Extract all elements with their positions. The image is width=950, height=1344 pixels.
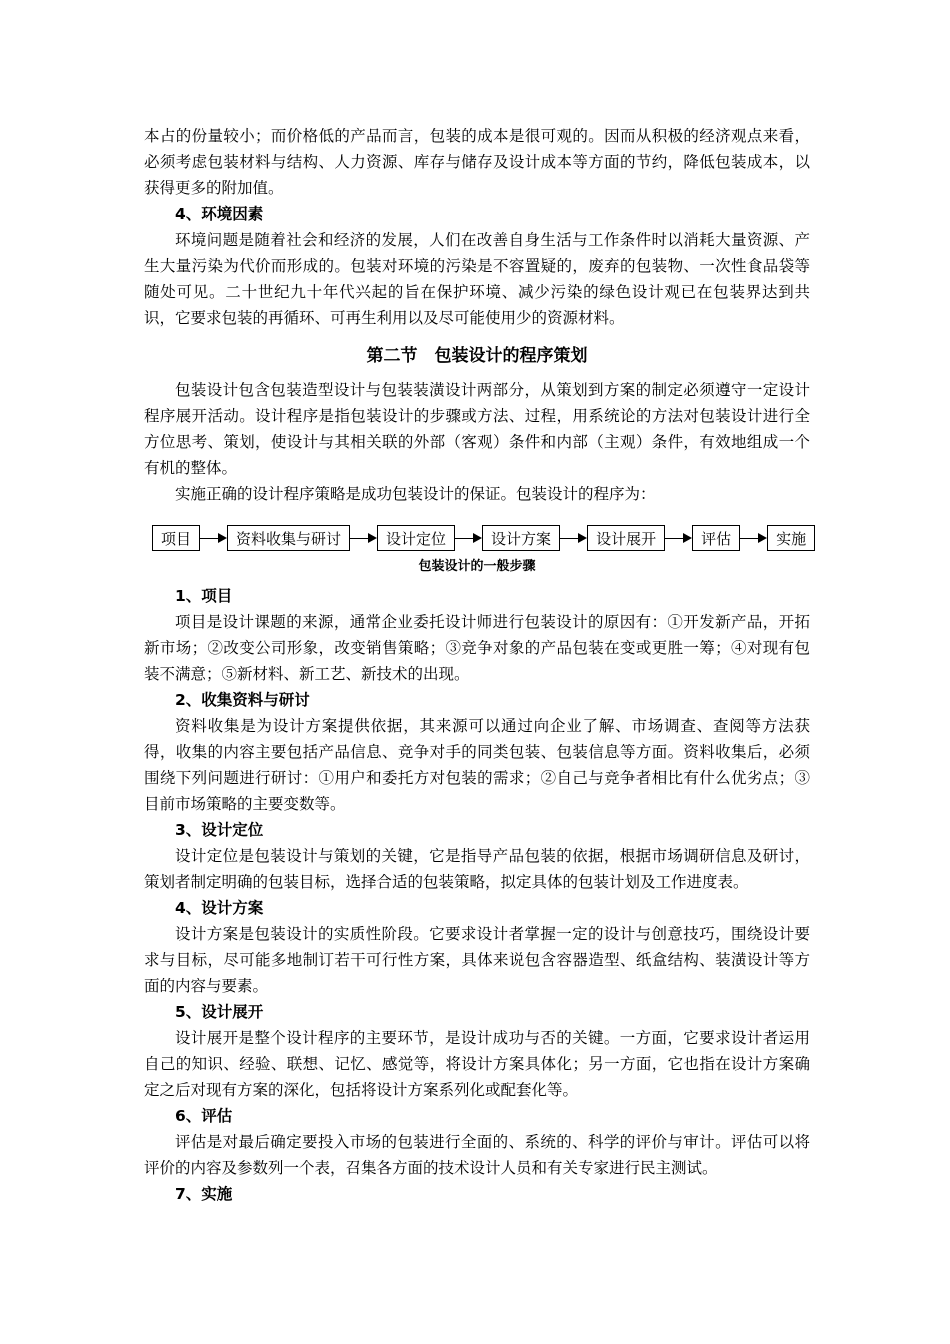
flow-step-development: 设计展开 (587, 525, 665, 551)
step-2-heading: 2、收集资料与研讨 (175, 691, 310, 709)
step-3-heading: 3、设计定位 (175, 821, 264, 839)
flow-step-research: 资料收集与研讨 (227, 525, 350, 551)
factor-4-heading: 4、环境因素 (175, 205, 264, 223)
factor-4-paragraph: 环境问题是随着社会和经济的发展，人们在改善自身生活与工作条件时以消耗大量资源、产生大量污染为代价而形成的。包装对环境的污染是不容置疑的，废弃的包装物、一次性食品袋等随处可见。二十世纪九十年代兴起的旨在保护环境、减少污染的绿色设计观已在包装界达到共识，它要求包装的再循环、可再生利用以及尽可能使用少的资源材料。 (144, 231, 810, 327)
flow-arrow-icon (455, 531, 482, 545)
step-2-paragraph: 资料收集是为设计方案提供依据，其来源可以通过向企业了解、市场调查、查阅等方法获得，收集的内容主要包括产品信息、竞争对手的同类包装、包装信息等方面。资料收集后，必须围绕下列问题进行研讨：①用户和委托方对包装的需求；②自己与竞争者相比有什么优劣点；③目前市场策略的主要变数等。 (144, 717, 810, 813)
step-1-paragraph: 项目是设计课题的来源，通常企业委托设计师进行包装设计的原因有：①开发新产品，开拓新市场；②改变公司形象，改变销售策略；③竞争对象的产品包装在变或更胜一筹；④对现有包装不满意；⑤新材料、新工艺、新技术的出现。 (144, 613, 810, 683)
step-4-paragraph: 设计方案是包装设计的实质性阶段。它要求设计者掌握一定的设计与创意技巧，围绕设计要求与目标，尽可能多地制订若干可行性方案，具体来说包含容器造型、纸盒结构、装潢设计等方面的内容与要素。 (144, 925, 810, 995)
flow-arrow-icon (740, 531, 767, 545)
section-paragraph-2: 实施正确的设计程序策略是成功包装设计的保证。包装设计的程序为： (175, 485, 656, 503)
section-title: 第二节 包装设计的程序策划 (366, 346, 588, 366)
flow-step-positioning: 设计定位 (377, 525, 455, 551)
step-6-paragraph: 评估是对最后确定要投入市场的包装进行全面的、系统的、科学的评价与审计。评估可以将评价的内容及参数列一个表，召集各方面的技术设计人员和有关专家进行民主测试。 (144, 1133, 810, 1177)
flow-arrow-icon (665, 531, 692, 545)
step-3-paragraph: 设计定位是包装设计与策划的关键，它是指导产品包装的依据，根据市场调研信息及研讨，策划者制定明确的包装目标，选择合适的包装策略，拟定具体的包装计划及工作进度表。 (144, 847, 810, 891)
flow-step-implementation: 实施 (767, 525, 815, 551)
step-5-paragraph: 设计展开是整个设计程序的主要环节，是设计成功与否的关键。一方面，它要求设计者运用自己的知识、经验、联想、记忆、感觉等，将设计方案具体化；另一方面，它也指在设计方案确定之后对现有方案的深化，包括将设计方案系列化或配套化等。 (144, 1029, 810, 1099)
flow-arrow-icon (350, 531, 377, 545)
flow-arrow-icon (560, 531, 587, 545)
process-flow-diagram (152, 523, 810, 553)
flow-step-project: 项目 (152, 525, 200, 551)
intro-paragraph: 本占的份量较小；而价格低的产品而言，包装的成本是很可观的。因而从积极的经济观点来看，必须考虑包装材料与结构、人力资源、库存与储存及设计成本等方面的节约，降低包装成本，以获得更多的附加值。 (144, 127, 810, 197)
flow-caption: 包装设计的一般步骤 (418, 559, 536, 574)
step-7-heading: 7、实施 (175, 1185, 233, 1203)
flow-step-proposal: 设计方案 (482, 525, 560, 551)
step-4-heading: 4、设计方案 (175, 899, 264, 917)
step-6-heading: 6、评估 (175, 1107, 233, 1125)
section-paragraph-1: 包装设计包含包装造型设计与包装装潢设计两部分，从策划到方案的制定必须遵守一定设计程序展开活动。设计程序是指包装设计的步骤或方法、过程，用系统论的方法对包装设计进行全方位思考、策划，使设计与其相关联的外部（客观）条件和内部（主观）条件，有效地组成一个有机的整体。 (144, 381, 810, 477)
flow-arrow-icon (200, 531, 227, 545)
step-1-heading: 1、项目 (175, 587, 233, 605)
flow-step-evaluation: 评估 (692, 525, 740, 551)
step-5-heading: 5、设计展开 (175, 1003, 264, 1021)
